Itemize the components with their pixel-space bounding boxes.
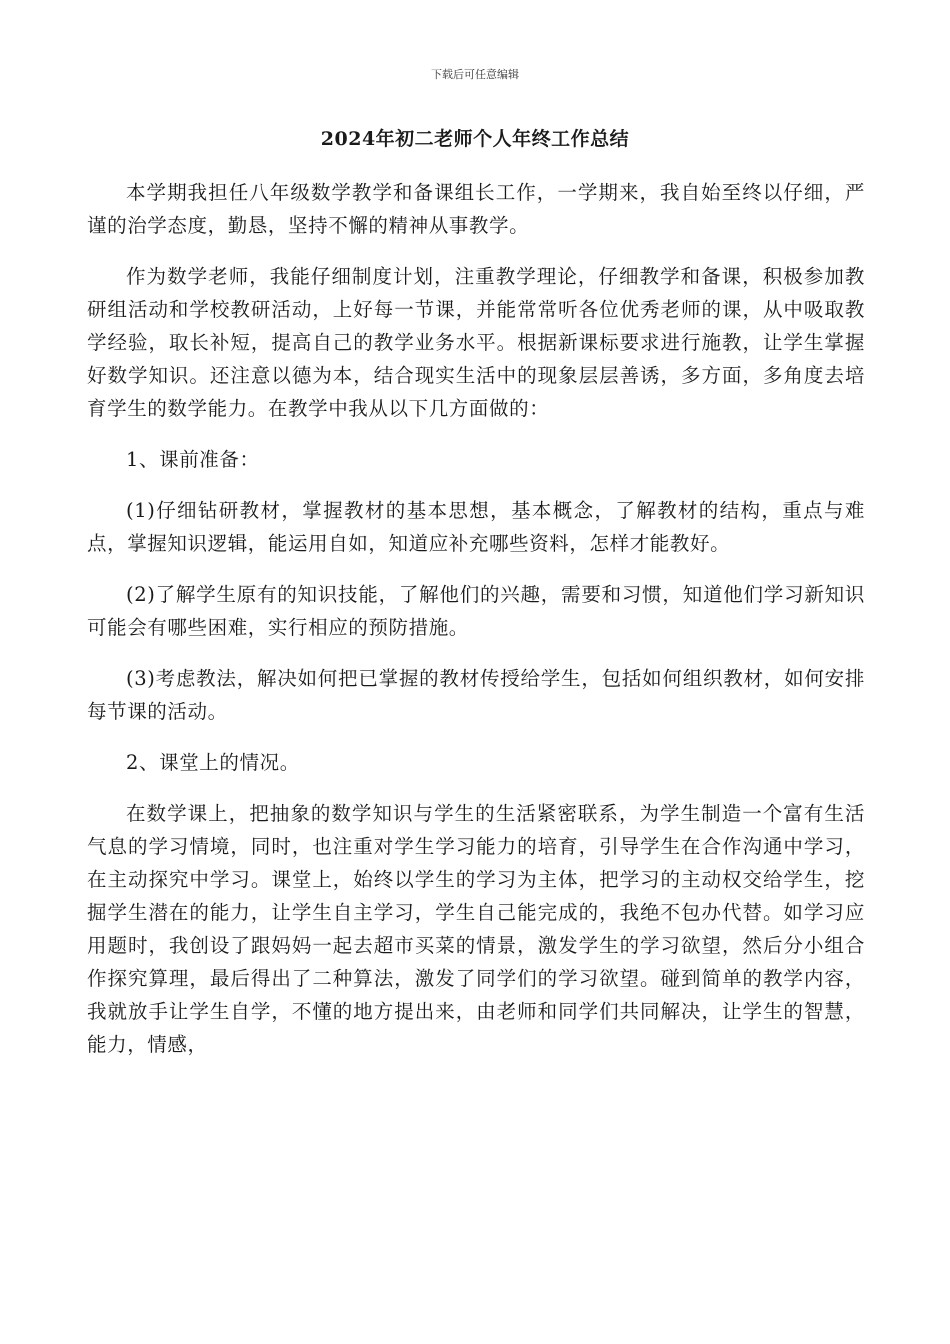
list-item: (2)了解学生原有的知识技能，了解他们的兴趣，需要和习惯，知道他们学习新知识可能会有哪些困难，实行相应的预防措施。 (87, 583, 865, 639)
document-title: 2024年初二老师个人年终工作总结 (320, 128, 630, 150)
list-item: (3)考虑教法，解决如何把已掌握的教材传授给学生，包括如何组织教材，如何安排每节课的活动。 (87, 667, 865, 723)
header-note: 下载后可任意编辑 (431, 68, 519, 81)
list-item: (1)仔细钻研教材，掌握教材的基本思想，基本概念，了解教材的结构，重点与难点，掌握知识逻辑，能运用自如，知道应补充哪些资料，怎样才能教好。 (87, 499, 865, 555)
section-heading: 2、课堂上的情况。 (126, 751, 300, 774)
document-body (87, 176, 865, 1079)
paragraph: 作为数学老师，我能仔细制度计划，注重教学理论，仔细教学和备课，积极参加教研组活动和学校教研活动，上好每一节课，并能常常听各位优秀老师的课，从中吸取教学经验，取长补短，提高自己的教学业务水平。根据新课标要求进行施教，让学生掌握好数学知识。还注意以德为本，结合现实生活中的现象层层善诱，多方面，多角度去培育学生的数学能力。在教学中我从以下几方面做的： (87, 265, 865, 420)
paragraph: 在数学课上，把抽象的数学知识与学生的生活紧密联系，为学生制造一个富有生活气息的学习情境，同时，也注重对学生学习能力的培育，引导学生在合作沟通中学习，在主动探究中学习。课堂上，始终以学生的学习为主体，把学习的主动权交给学生，挖掘学生潜在的能力，让学生自主学习，学生自己能完成的，我绝不包办代替。如学习应用题时，我创设了跟妈妈一起去超市买菜的情景，激发学生的学习欲望，然后分小组合作探究算理，最后得出了二种算法，激发了同学们的学习欲望。碰到简单的教学内容，我就放手让学生自学，不懂的地方提出来，由老师和同学们共同解决，让学生的智慧，能力，情感， (87, 802, 865, 1056)
section-heading: 1、课前准备： (126, 448, 260, 471)
paragraph: 本学期我担任八年级数学教学和备课组长工作，一学期来，我自始至终以仔细，严谨的治学态度，勤恳，坚持不懈的精神从事教学。 (87, 181, 865, 237)
